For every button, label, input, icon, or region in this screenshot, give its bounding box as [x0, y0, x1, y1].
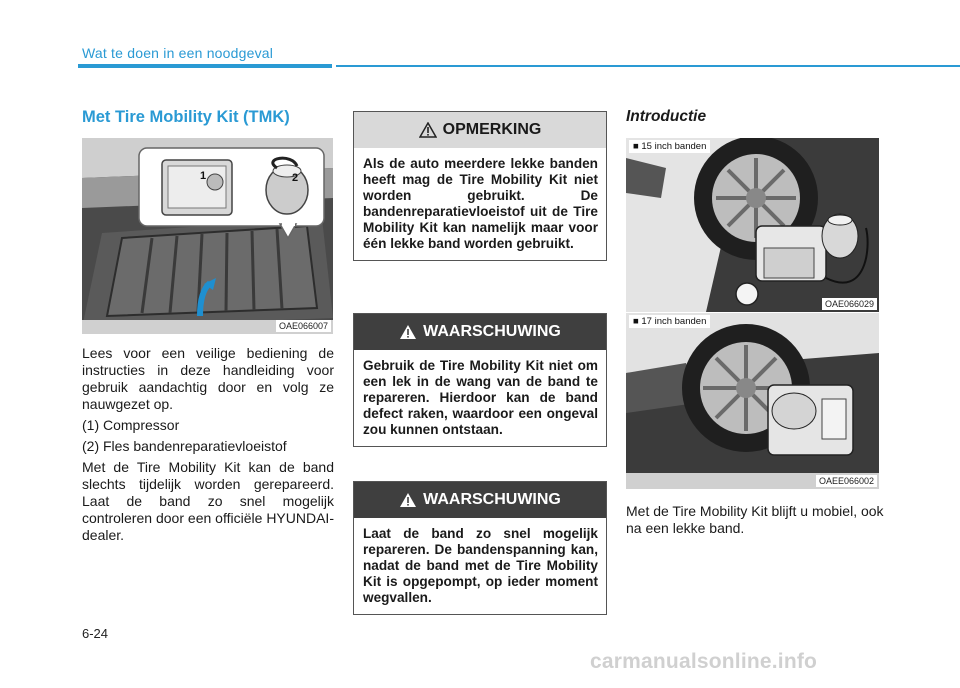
list-item-compressor: (1) Compressor	[82, 417, 180, 433]
intro-paragraph: Lees voor een veilige bediening de instructies in deze handleiding voor gebruik aandachtig door en volg ze nauwgezet op.	[82, 345, 334, 412]
warning-text-2: Laat de band zo snel mogelijk repareren. De bandenspanning kan, nadat de band met de Tire Mobility Kit is opgepompt, op ieder moment wegvallen.	[363, 526, 598, 605]
warning-box-1	[353, 313, 607, 447]
figure-code: OAE066007	[276, 320, 331, 332]
warning-title-2: WAARSCHUWING	[423, 491, 561, 508]
callout-1: 1	[200, 170, 207, 182]
introductie-heading: Introductie	[626, 108, 707, 125]
notice-text: Als de auto meerdere lekke banden heeft mag de Tire Mobility Kit niet worden gebruikt. De bandenreparatievloeistof uit de Tire Mobility Kit kan namelijk maar voor één lekke band worden gebruikt.	[363, 156, 598, 251]
header-rule-thin	[336, 65, 960, 67]
warning-title-1: WAARSCHUWING	[423, 323, 561, 340]
warning-box-2	[353, 481, 607, 615]
list-item-sealant-bottle: (2) Fles bandenreparatievloeistof	[82, 438, 287, 454]
trunk-illustration	[82, 138, 333, 334]
left-body	[82, 345, 334, 548]
tmk-heading: Met Tire Mobility Kit (TMK)	[82, 108, 290, 126]
figure-17-inch	[626, 313, 879, 489]
warning-triangle-icon	[419, 122, 437, 138]
tmk-15-inch-illustration	[626, 138, 879, 312]
figure-code-15: OAE066029	[822, 298, 877, 310]
warning-triangle-icon	[399, 492, 417, 508]
notice-title: OPMERKING	[442, 121, 542, 138]
notice-header	[354, 112, 606, 148]
warning-text-1: Gebruik de Tire Mobility Kit niet om een lek in de wang van de band te repareren. Hierdoor kan de band defect raken, waardoor een ongeval zou kunnen ontstaan.	[363, 358, 598, 437]
figure-code-17: OAEE066002	[816, 475, 877, 487]
size-label-17: ■ 17 inch banden	[629, 315, 710, 328]
warning-header-2	[354, 482, 606, 518]
tmk-17-inch-illustration	[626, 313, 879, 489]
size-label-15: ■ 15 inch banden	[629, 140, 710, 153]
header-rule-thick	[78, 64, 332, 68]
trunk-figure	[82, 138, 333, 334]
watermark: carmanualsonline.info	[590, 650, 818, 673]
notice-box	[353, 111, 607, 261]
warning-triangle-icon	[399, 324, 417, 340]
figure-15-inch	[626, 138, 879, 312]
page-number: 6-24	[82, 626, 109, 641]
dealer-paragraph: Met de Tire Mobility Kit kan de band slechts tijdelijk worden gerepareerd. Laat de band zo snel mogelijk controleren door een officiële HYUNDAI-dealer.	[82, 459, 334, 543]
introductie-text: Met de Tire Mobility Kit blijft u mobiel, ook na een lekke band.	[626, 503, 884, 536]
section-title: Wat te doen in een noodgeval	[82, 45, 274, 61]
callout-2: 2	[292, 172, 299, 184]
warning-header-1	[354, 314, 606, 350]
